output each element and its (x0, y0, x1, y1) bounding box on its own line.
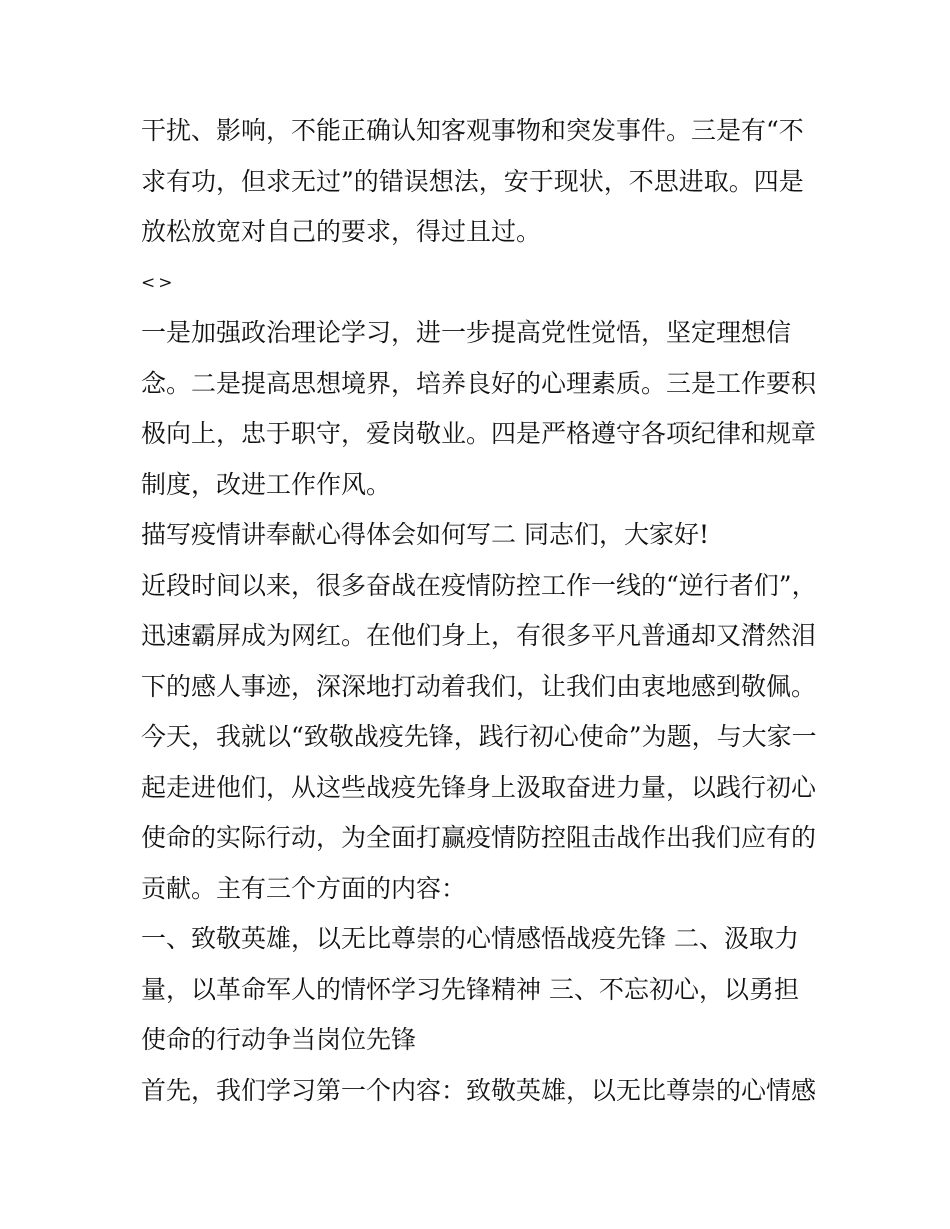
text-line: 使命的行动争当岗位先锋 (141, 1025, 417, 1054)
text-line: 描写疫情讲奉献心得体会如何写二 同志们，大家好! (141, 520, 709, 549)
document-body (141, 106, 821, 1116)
text-line: 念。二是提高思想境界，培养良好的心理素质。三是工作要积 (141, 368, 817, 398)
text-line: 贡献。主有三个方面的内容： (141, 873, 467, 903)
text-line: 近段时间以来，很多奋战在疫情防控工作一线的“逆行者们”， (141, 570, 817, 600)
text-line: 放松放宽对自己的要求，得过且过。 (141, 217, 542, 246)
text-line: 首先，我们学习第一个内容：致敬英雄，以无比尊崇的心情感 (141, 1075, 817, 1105)
text-line: 今天，我就以“致敬战疫先锋，践行初心使命”为题，与大家一 (141, 722, 817, 751)
text-line: 一、致敬英雄，以无比尊崇的心情感悟战疫先锋 二、汲取力 (141, 924, 799, 953)
text-line: 起走进他们，从这些战疫先锋身上汲取奋进力量，以践行初心 (141, 772, 817, 802)
text-line: 量，以革命军人的情怀学习先锋精神 三、不忘初心，以勇担 (141, 974, 799, 1004)
text-line: 干扰、影响，不能正确认知客观事物和突发事件。三是有“不 (141, 116, 804, 145)
text-line: <> (141, 272, 176, 293)
text-line: 迅速霸屏成为网红。在他们身上，有很多平凡普通却又潸然泪 (141, 621, 817, 650)
text-line: 下的感人事迹，深深地打动着我们，让我们由衷地感到敬佩。 (141, 671, 817, 701)
text-line: 使命的实际行动，为全面打赢疫情防控阻击战作出我们应有的 (141, 823, 817, 852)
text-line: 一是加强政治理论学习，进一步提高党性觉悟，坚定理想信 (141, 318, 792, 347)
text-line: 制度，改进工作作风。 (141, 469, 392, 499)
text-line: 求有功，但求无过”的错误想法，安于现状，不思进取。四是 (141, 166, 804, 196)
text-line: 极向上，忠于职守，爱岗敬业。四是严格遵守各项纪律和规章 (141, 419, 817, 448)
